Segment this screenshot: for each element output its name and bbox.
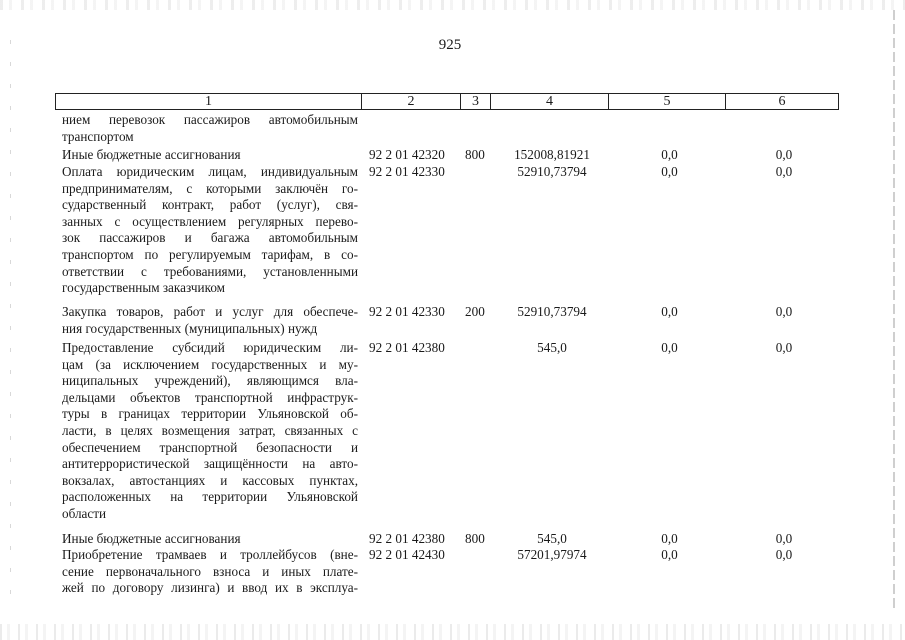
description-line: Иные бюджетные ассигнования (62, 531, 241, 546)
description-line: транспортом по регулируемым тарифам, в со- (62, 246, 358, 262)
description-line: Закупка товаров, работ и услуг для обеспече- (62, 304, 358, 319)
description-line: области (62, 505, 107, 521)
description-line: занных с осуществлением регулярных перево- (62, 213, 358, 229)
description-line: транспортом (62, 128, 134, 144)
description-line: ласти, в целях возмещения затрат, связанных с (62, 422, 358, 438)
description-line: зок пассажиров и багажа автомобильным (62, 230, 358, 246)
description-line: Приобретение трамваев и троллейбусов (вне- (62, 547, 358, 562)
column-6-value: 0,0 (775, 304, 793, 319)
table-row-description (62, 340, 358, 523)
amount-value: 52910,73794 (517, 164, 587, 179)
description-line: Предоставление субсидий юридическим ли- (62, 340, 358, 355)
column-5-value: 0,0 (661, 531, 678, 546)
column-6-value: 0,0 (775, 531, 793, 546)
description-line: Иные бюджетные ассигнования (62, 147, 241, 162)
description-line: ния государственных (муниципальных) нужд (62, 320, 318, 336)
table-row-description (62, 304, 358, 337)
column-5-value: 0,0 (661, 147, 678, 162)
column-6-value: 0,0 (775, 340, 793, 355)
amount-value: 52910,73794 (517, 304, 587, 319)
target-article-code: 92 2 01 42330 (369, 164, 445, 179)
description-line: Оплата юридическим лицам, индивидуальным (62, 164, 358, 179)
table-row-description (62, 112, 358, 145)
amount-value: 545,0 (537, 531, 567, 546)
expense-type-code: 200 (465, 304, 485, 319)
table-row-description (62, 147, 358, 164)
column-5-value: 0,0 (661, 164, 678, 179)
description-line: туры в границах территории Ульяновской об- (62, 406, 358, 422)
scan-edge-top (0, 0, 905, 10)
description-line: сение первоначального взноса и иных плате- (62, 563, 358, 579)
column-header-4: 4 (491, 94, 609, 109)
scan-edge-right (893, 10, 895, 610)
column-header-5: 5 (609, 94, 726, 109)
column-6-value: 0,0 (775, 164, 793, 179)
column-5-value: 0,0 (661, 304, 678, 319)
column-header-6: 6 (778, 94, 786, 109)
column-6-value: 0,0 (775, 547, 793, 562)
column-header-1: 1 (56, 94, 362, 109)
description-line: сударственный контракт, работ (услуг), свя- (62, 197, 358, 213)
target-article-code: 92 2 01 42380 (369, 531, 445, 546)
table-header-row (55, 93, 839, 110)
description-line: нием перевозок пассажиров автомобильным (62, 112, 358, 127)
scan-edge-bottom (0, 624, 905, 640)
description-line: государственным заказчиком (62, 280, 226, 296)
column-6-value: 0,0 (775, 147, 793, 162)
description-line: антитеррористической защищённости на авто- (62, 456, 358, 472)
table-row-description (62, 547, 358, 597)
table-row-description (62, 164, 358, 297)
table-row-description (62, 531, 358, 548)
description-line: расположенных на территории Ульяновской (62, 489, 358, 505)
column-header-3: 3 (461, 94, 491, 109)
page-number: 925 (438, 37, 462, 53)
description-line: жей по договору лизинга) и ввод их в эксплуа- (62, 580, 358, 596)
target-article-code: 92 2 01 42430 (369, 547, 445, 562)
description-line: вокзалах, автостанциях и кассовых пунктах, (62, 472, 358, 488)
target-article-code: 92 2 01 42320 (369, 147, 445, 162)
amount-value: 545,0 (537, 340, 567, 355)
expense-type-code: 800 (465, 147, 485, 162)
column-header-2: 2 (362, 94, 461, 109)
target-article-code: 92 2 01 42380 (369, 340, 445, 355)
scan-edge-left (10, 40, 11, 600)
description-line: дельцами объектов транспортной инфраструк- (62, 389, 358, 405)
amount-value: 152008,81921 (514, 147, 590, 162)
expense-type-code: 800 (465, 531, 485, 546)
column-5-value: 0,0 (661, 547, 678, 562)
description-line: обеспечением транспортной безопасности и (62, 439, 358, 455)
description-line: ответствии с требованиями, установленными (62, 263, 358, 279)
amount-value: 57201,97974 (517, 547, 587, 562)
description-line: ниципальных учреждений), являющимся вла- (62, 373, 358, 389)
column-5-value: 0,0 (661, 340, 678, 355)
description-line: цам (за исключением государственных и му- (62, 356, 358, 372)
target-article-code: 92 2 01 42330 (369, 304, 445, 319)
description-line: предпринимателям, с которыми заключён го- (62, 180, 358, 196)
